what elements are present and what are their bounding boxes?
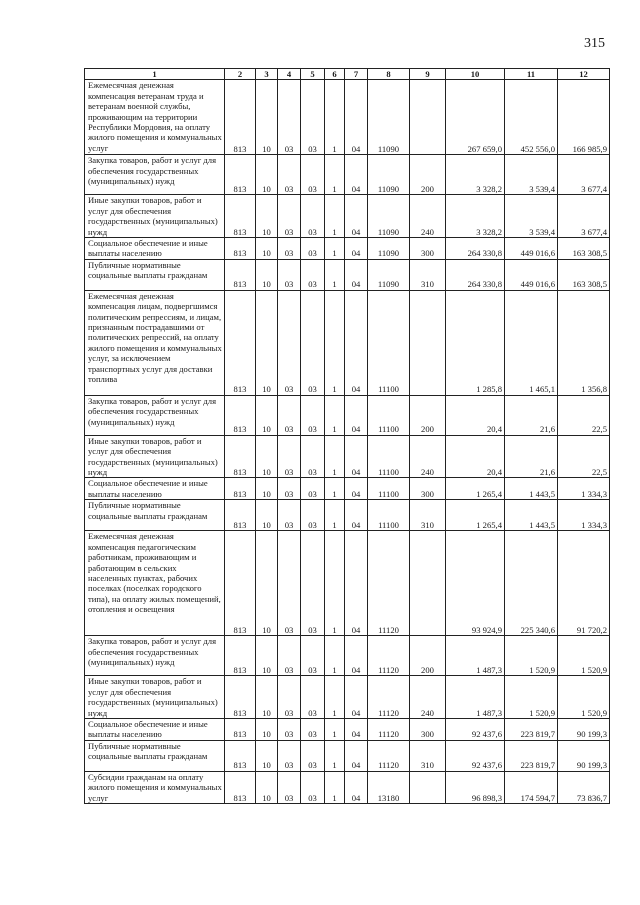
row-c5-cell: 03 (301, 155, 325, 195)
row-c5-cell: 03 (301, 395, 325, 435)
row-c7-cell: 04 (345, 195, 368, 238)
row-c2-cell: 813 (225, 771, 256, 803)
table-row (85, 531, 610, 636)
row-c11-cell: 1 465,1 (505, 290, 558, 395)
row-c10-cell: 1 285,8 (446, 290, 505, 395)
row-c9-cell: 310 (410, 740, 446, 771)
row-c4-cell: 03 (278, 435, 301, 478)
row-c9-cell: 310 (410, 500, 446, 531)
row-c7-cell: 04 (345, 771, 368, 803)
row-c3-cell: 10 (256, 195, 278, 238)
row-c4-cell: 03 (278, 478, 301, 500)
row-c11-cell: 225 340,6 (505, 531, 558, 636)
row-c11-cell: 3 539,4 (505, 195, 558, 238)
table-row (85, 718, 610, 740)
header-cell: 2 (225, 69, 256, 80)
table-header-row (85, 69, 610, 80)
row-c11-cell: 174 594,7 (505, 771, 558, 803)
row-c12-cell: 1 520,9 (558, 676, 610, 719)
row-c7-cell: 04 (345, 155, 368, 195)
row-c2-cell: 813 (225, 740, 256, 771)
row-c3-cell: 10 (256, 259, 278, 290)
row-c7-cell: 04 (345, 500, 368, 531)
table-row (85, 238, 610, 260)
row-c4-cell: 03 (278, 531, 301, 636)
row-c7-cell: 04 (345, 478, 368, 500)
header-cell: 8 (368, 69, 410, 80)
row-c2-cell: 813 (225, 195, 256, 238)
header-cell: 3 (256, 69, 278, 80)
row-c7-cell: 04 (345, 676, 368, 719)
row-c11-cell: 449 016,6 (505, 238, 558, 260)
row-c2-cell: 813 (225, 478, 256, 500)
row-c8-cell: 11120 (368, 676, 410, 719)
row-c5-cell: 03 (301, 290, 325, 395)
row-c10-cell: 96 898,3 (446, 771, 505, 803)
row-c12-cell: 163 308,5 (558, 238, 610, 260)
row-c4-cell: 03 (278, 500, 301, 531)
table-row (85, 636, 610, 676)
row-c4-cell: 03 (278, 771, 301, 803)
row-c9-cell (410, 771, 446, 803)
row-c10-cell: 92 437,6 (446, 740, 505, 771)
page-number: 315 (584, 36, 605, 51)
row-c12-cell: 1 520,9 (558, 636, 610, 676)
row-c10-cell: 264 330,8 (446, 238, 505, 260)
row-c4-cell: 03 (278, 195, 301, 238)
row-c3-cell: 10 (256, 531, 278, 636)
row-c2-cell: 813 (225, 395, 256, 435)
row-c10-cell: 20,4 (446, 435, 505, 478)
header-cell: 10 (446, 69, 505, 80)
row-c7-cell: 04 (345, 395, 368, 435)
row-name-cell: Закупка товаров, работ и услуг для обеспечения государственных (муниципальных) нужд (85, 395, 225, 435)
row-c6-cell: 1 (325, 435, 345, 478)
row-c10-cell: 1 265,4 (446, 478, 505, 500)
row-c12-cell: 22,5 (558, 435, 610, 478)
row-c10-cell: 1 487,3 (446, 676, 505, 719)
row-c11-cell: 223 819,7 (505, 740, 558, 771)
row-c6-cell: 1 (325, 195, 345, 238)
header-cell: 7 (345, 69, 368, 80)
row-c6-cell: 1 (325, 636, 345, 676)
row-c4-cell: 03 (278, 740, 301, 771)
row-c2-cell: 813 (225, 80, 256, 155)
header-cell: 11 (505, 69, 558, 80)
row-c5-cell: 03 (301, 435, 325, 478)
row-name-cell: Ежемесячная денежная компенсация ветеранам труда и ветеранам военной службы, проживающим на территории Республики Мордовия, на оплату жилого помещения и коммунальных услуг (85, 80, 225, 155)
row-c2-cell: 813 (225, 500, 256, 531)
row-c8-cell: 11100 (368, 395, 410, 435)
row-name-cell: Закупка товаров, работ и услуг для обеспечения государственных (муниципальных) нужд (85, 636, 225, 676)
row-c3-cell: 10 (256, 290, 278, 395)
row-c11-cell: 3 539,4 (505, 155, 558, 195)
row-c6-cell: 1 (325, 478, 345, 500)
row-c10-cell: 93 924,9 (446, 531, 505, 636)
row-c11-cell: 21,6 (505, 435, 558, 478)
row-c10-cell: 3 328,2 (446, 195, 505, 238)
table-row (85, 155, 610, 195)
header-cell: 9 (410, 69, 446, 80)
row-c12-cell: 3 677,4 (558, 195, 610, 238)
row-c5-cell: 03 (301, 478, 325, 500)
row-c12-cell: 163 308,5 (558, 259, 610, 290)
row-c9-cell: 240 (410, 435, 446, 478)
table-body (85, 80, 610, 804)
row-c8-cell: 13180 (368, 771, 410, 803)
row-c4-cell: 03 (278, 636, 301, 676)
row-name-cell: Социальное обеспечение и иные выплаты населению (85, 718, 225, 740)
row-c4-cell: 03 (278, 259, 301, 290)
row-name-cell: Ежемесячная денежная компенсация педагогическим работникам, проживающим и работающим в сельских населенных пунктах, рабочих поселках (поселках городского типа), на оплату жилых помещений, отопления и освещения (85, 531, 225, 636)
row-name-cell: Иные закупки товаров, работ и услуг для обеспечения государственных (муниципальных) нужд (85, 676, 225, 719)
table-row (85, 740, 610, 771)
row-c2-cell: 813 (225, 718, 256, 740)
row-name-cell: Публичные нормативные социальные выплаты гражданам (85, 740, 225, 771)
table-row (85, 771, 610, 803)
row-c8-cell: 11090 (368, 238, 410, 260)
row-c3-cell: 10 (256, 435, 278, 478)
row-c3-cell: 10 (256, 718, 278, 740)
table-row (85, 290, 610, 395)
row-c3-cell: 10 (256, 155, 278, 195)
row-c12-cell: 90 199,3 (558, 718, 610, 740)
row-c12-cell: 1 334,3 (558, 478, 610, 500)
table-row (85, 80, 610, 155)
row-c2-cell: 813 (225, 155, 256, 195)
row-c5-cell: 03 (301, 238, 325, 260)
row-c5-cell: 03 (301, 740, 325, 771)
row-c8-cell: 11090 (368, 195, 410, 238)
header-cell: 4 (278, 69, 301, 80)
row-c9-cell (410, 80, 446, 155)
row-c11-cell: 1 520,9 (505, 636, 558, 676)
row-c6-cell: 1 (325, 238, 345, 260)
row-c9-cell: 300 (410, 718, 446, 740)
row-c11-cell: 1 520,9 (505, 676, 558, 719)
row-c11-cell: 223 819,7 (505, 718, 558, 740)
row-c5-cell: 03 (301, 259, 325, 290)
row-c5-cell: 03 (301, 531, 325, 636)
header-cell: 6 (325, 69, 345, 80)
row-c8-cell: 11100 (368, 478, 410, 500)
row-c3-cell: 10 (256, 478, 278, 500)
row-c12-cell: 1 356,8 (558, 290, 610, 395)
row-c4-cell: 03 (278, 238, 301, 260)
row-c7-cell: 04 (345, 80, 368, 155)
row-c2-cell: 813 (225, 259, 256, 290)
row-c12-cell: 166 985,9 (558, 80, 610, 155)
table-row (85, 435, 610, 478)
row-c4-cell: 03 (278, 718, 301, 740)
row-c3-cell: 10 (256, 238, 278, 260)
row-c12-cell: 22,5 (558, 395, 610, 435)
row-c8-cell: 11090 (368, 259, 410, 290)
row-name-cell: Публичные нормативные социальные выплаты гражданам (85, 500, 225, 531)
header-cell: 1 (85, 69, 225, 80)
row-c6-cell: 1 (325, 500, 345, 531)
row-c2-cell: 813 (225, 676, 256, 719)
row-c3-cell: 10 (256, 676, 278, 719)
row-name-cell: Социальное обеспечение и иные выплаты населению (85, 478, 225, 500)
row-c5-cell: 03 (301, 500, 325, 531)
row-c4-cell: 03 (278, 290, 301, 395)
row-c8-cell: 11090 (368, 80, 410, 155)
row-c7-cell: 04 (345, 718, 368, 740)
row-c7-cell: 04 (345, 259, 368, 290)
row-name-cell: Социальное обеспечение и иные выплаты населению (85, 238, 225, 260)
row-c6-cell: 1 (325, 771, 345, 803)
row-c11-cell: 449 016,6 (505, 259, 558, 290)
row-c12-cell: 90 199,3 (558, 740, 610, 771)
row-c5-cell: 03 (301, 718, 325, 740)
row-c9-cell: 240 (410, 195, 446, 238)
row-c9-cell (410, 531, 446, 636)
row-c3-cell: 10 (256, 500, 278, 531)
table-row (85, 259, 610, 290)
row-c9-cell: 300 (410, 238, 446, 260)
row-c9-cell: 200 (410, 395, 446, 435)
row-c10-cell: 267 659,0 (446, 80, 505, 155)
row-c6-cell: 1 (325, 676, 345, 719)
row-c6-cell: 1 (325, 718, 345, 740)
table-row (85, 195, 610, 238)
header-cell: 12 (558, 69, 610, 80)
row-c12-cell: 3 677,4 (558, 155, 610, 195)
row-c7-cell: 04 (345, 290, 368, 395)
table-row (85, 500, 610, 531)
table-row (85, 478, 610, 500)
row-c10-cell: 92 437,6 (446, 718, 505, 740)
row-c9-cell: 310 (410, 259, 446, 290)
row-c8-cell: 11120 (368, 718, 410, 740)
row-c2-cell: 813 (225, 531, 256, 636)
row-c9-cell: 200 (410, 636, 446, 676)
row-c6-cell: 1 (325, 395, 345, 435)
row-c5-cell: 03 (301, 80, 325, 155)
row-c8-cell: 11120 (368, 740, 410, 771)
row-c3-cell: 10 (256, 636, 278, 676)
row-c5-cell: 03 (301, 771, 325, 803)
row-c5-cell: 03 (301, 676, 325, 719)
row-c6-cell: 1 (325, 531, 345, 636)
row-c3-cell: 10 (256, 80, 278, 155)
row-c8-cell: 11100 (368, 500, 410, 531)
row-c9-cell (410, 290, 446, 395)
row-c6-cell: 1 (325, 740, 345, 771)
row-c9-cell: 240 (410, 676, 446, 719)
header-cell: 5 (301, 69, 325, 80)
row-c12-cell: 1 334,3 (558, 500, 610, 531)
row-c10-cell: 1 265,4 (446, 500, 505, 531)
row-c10-cell: 1 487,3 (446, 636, 505, 676)
row-name-cell: Иные закупки товаров, работ и услуг для обеспечения государственных (муниципальных) нужд (85, 195, 225, 238)
row-c3-cell: 10 (256, 395, 278, 435)
row-c2-cell: 813 (225, 238, 256, 260)
row-c12-cell: 73 836,7 (558, 771, 610, 803)
row-c11-cell: 1 443,5 (505, 478, 558, 500)
row-c7-cell: 04 (345, 435, 368, 478)
table-row (85, 395, 610, 435)
table-row (85, 676, 610, 719)
row-c10-cell: 264 330,8 (446, 259, 505, 290)
row-c9-cell: 200 (410, 155, 446, 195)
row-name-cell: Ежемесячная денежная компенсация лицам, подвергшимся политическим репрессиям, и лицам, признанным пострадавшими от политических репрессий, на оплату жилого помещения и коммунальных услуг, за исключением транспортных услуг для доставки топлива (85, 290, 225, 395)
row-c7-cell: 04 (345, 740, 368, 771)
row-c11-cell: 1 443,5 (505, 500, 558, 531)
row-c11-cell: 21,6 (505, 395, 558, 435)
row-c5-cell: 03 (301, 636, 325, 676)
row-name-cell: Иные закупки товаров, работ и услуг для обеспечения государственных (муниципальных) нужд (85, 435, 225, 478)
row-c6-cell: 1 (325, 80, 345, 155)
row-c8-cell: 11120 (368, 531, 410, 636)
row-name-cell: Публичные нормативные социальные выплаты гражданам (85, 259, 225, 290)
row-c8-cell: 11090 (368, 155, 410, 195)
row-c7-cell: 04 (345, 636, 368, 676)
row-c2-cell: 813 (225, 636, 256, 676)
row-c4-cell: 03 (278, 676, 301, 719)
row-c4-cell: 03 (278, 155, 301, 195)
row-c7-cell: 04 (345, 238, 368, 260)
budget-table (84, 68, 610, 804)
row-c3-cell: 10 (256, 740, 278, 771)
row-c5-cell: 03 (301, 195, 325, 238)
row-c8-cell: 11120 (368, 636, 410, 676)
row-c9-cell: 300 (410, 478, 446, 500)
row-c6-cell: 1 (325, 290, 345, 395)
row-c10-cell: 20,4 (446, 395, 505, 435)
row-name-cell: Закупка товаров, работ и услуг для обеспечения государственных (муниципальных) нужд (85, 155, 225, 195)
row-c11-cell: 452 556,0 (505, 80, 558, 155)
row-c10-cell: 3 328,2 (446, 155, 505, 195)
row-c2-cell: 813 (225, 290, 256, 395)
row-c2-cell: 813 (225, 435, 256, 478)
row-c12-cell: 91 720,2 (558, 531, 610, 636)
row-c7-cell: 04 (345, 531, 368, 636)
row-c8-cell: 11100 (368, 435, 410, 478)
row-c3-cell: 10 (256, 771, 278, 803)
row-name-cell: Субсидии гражданам на оплату жилого помещения и коммунальных услуг (85, 771, 225, 803)
row-c4-cell: 03 (278, 395, 301, 435)
row-c6-cell: 1 (325, 259, 345, 290)
row-c4-cell: 03 (278, 80, 301, 155)
row-c6-cell: 1 (325, 155, 345, 195)
row-c8-cell: 11100 (368, 290, 410, 395)
